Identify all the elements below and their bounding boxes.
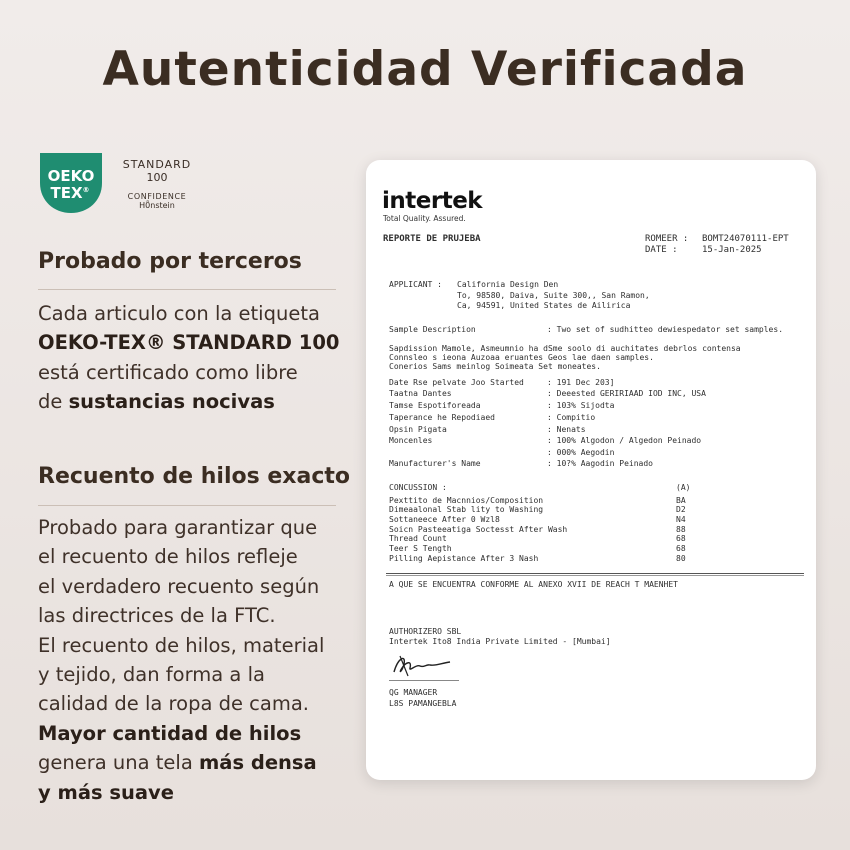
applicant-line: California Design Den — [457, 280, 559, 289]
intertek-logo: intertek — [382, 188, 483, 214]
oeko-hohenstein: H0̃nstein — [139, 201, 175, 210]
field-value: : 191 Dec 203] — [547, 378, 615, 387]
report-date-label: DATE : — [645, 245, 678, 255]
field-value: : 100% Algodon / Algedon Peinado — [547, 436, 702, 445]
field-value: : Nenats — [547, 425, 586, 434]
result-value: 80 — [676, 554, 686, 563]
result-label: Pexttito de Macnnios/Composition — [389, 496, 544, 505]
field-label: Date Rse pelvate Joo Started — [389, 378, 524, 387]
section1-line: está certificado como libre — [38, 360, 298, 384]
field-value: : Deeested GERIRIAAD IOD INC, USA — [547, 389, 706, 398]
result-value: 68 — [676, 534, 686, 543]
section2-divider — [38, 505, 336, 506]
section1-line: OEKO-TEX® STANDARD 100 — [38, 331, 340, 355]
report-number-label: ROMEER : — [645, 234, 689, 244]
oeko-confidence: CONFIDENCE — [127, 192, 187, 201]
result-label: Thread Count — [389, 534, 447, 543]
field-label: Moncenles — [389, 436, 433, 445]
signature-line — [389, 680, 459, 681]
authorized-value: Intertek Ito8 India Private Limited - [Mumbai] — [389, 637, 611, 646]
conclusion-column: (A) — [676, 483, 691, 492]
result-value: N4 — [676, 515, 686, 524]
field-value: : 000% Aegodin — [547, 448, 615, 457]
section1-heading: Probado por terceros — [38, 249, 302, 274]
result-label: Soicn Pasteeatiga Soctesst After Wash — [389, 525, 568, 534]
section2-line: y tejido, dan forma a la — [38, 663, 265, 687]
field-label: Tamse Espotiforeada — [389, 401, 481, 410]
description-line: Sapdission Mamole, Asmeumnio ha dSme soolo di auchitates debrlos contensa — [389, 344, 741, 353]
description-line: Conerios Sams meinlog Soimeata Set moneates. — [389, 362, 601, 371]
section1-text — [38, 299, 358, 417]
section1-line: Cada articulo con la etiqueta — [38, 302, 320, 325]
sample-description-label: Sample Description — [389, 325, 476, 334]
section2-line: y más suave — [38, 780, 174, 804]
document-divider — [386, 575, 804, 576]
section2-line: el recuento de hilos refleje — [38, 545, 298, 569]
section2-line: las directrices de la FTC. — [38, 604, 276, 628]
result-value: D2 — [676, 505, 686, 514]
oeko-tex-logo — [40, 153, 102, 213]
report-date: 15-Jan-2025 — [702, 245, 762, 255]
description-line: Connsleo s ieona Auzoaa eruantes Geos lae daen samples. — [389, 353, 654, 362]
section2-line: Mayor cantidad de hilos — [38, 721, 302, 745]
result-label: Pilling Aepistance After 3 Nash — [389, 554, 539, 563]
signature — [388, 650, 458, 680]
section2-heading: Recuento de hilos exacto — [38, 464, 351, 489]
report-title: REPORTE DE PRUJEBA — [383, 234, 481, 244]
result-value: 88 — [676, 525, 686, 534]
oeko-standard: STANDARD — [122, 158, 192, 171]
sample-description-value: : Two set of sudhitteo dewiespedator set samples. — [547, 325, 784, 334]
test-report-document — [366, 160, 816, 780]
field-label: Opsin Pigata — [389, 425, 447, 434]
conclusion-label: CONCUSSION : — [389, 483, 447, 492]
report-number: BOMT24070111-EPT — [702, 234, 789, 244]
field-label: Taatna Dantes — [389, 389, 452, 398]
applicant-line: Ca, 94591, United States de Ailirica — [457, 301, 631, 310]
section2-line: el verdadero recuento según — [38, 574, 320, 598]
section1-line: de sustancias nocivas — [38, 390, 275, 414]
section2-line: El recuento de hilos, material — [38, 633, 325, 657]
section2-text — [38, 513, 358, 807]
oeko-badge-line1: OEKO — [47, 167, 95, 185]
document-divider — [386, 573, 804, 574]
conformity-statement: A QUE SE ENCUENTRA CONFORME AL ANEXO XVII DE REACH T MAENHET — [389, 580, 678, 589]
signer-name: L8S PAMANGEBLA — [389, 699, 457, 708]
field-value: : 10?% Aagodin Peinado — [547, 459, 653, 468]
oeko-standard-label — [112, 158, 202, 210]
page-title: Autenticidad Verificada — [102, 42, 748, 97]
result-label: Teer S Tength — [389, 544, 452, 553]
applicant-label: APPLICANT : — [389, 280, 442, 289]
applicant-line: To, 98580, Daiva, Suite 300,, San Ramon, — [457, 291, 650, 300]
result-label: Dimeaalonal Stab lity to Washing — [389, 505, 544, 514]
field-value: : 103% Sijodta — [547, 401, 615, 410]
section1-divider — [38, 289, 336, 290]
result-value: BA — [676, 496, 686, 505]
oeko-badge-line2: TEX® — [50, 184, 90, 202]
result-label: Sottaneece After 0 Wzl8 — [389, 515, 500, 524]
section2-line: genera una tela más densa — [38, 751, 317, 775]
field-label: Manufacturer's Name — [389, 459, 481, 468]
field-value: : Compitio — [547, 413, 596, 422]
signer-title: QG MANAGER — [389, 688, 438, 697]
result-value: 68 — [676, 544, 686, 553]
section2-line: Probado para garantizar que — [38, 516, 318, 539]
field-label: Taperance he Repodiaed — [389, 413, 495, 422]
section2-line: calidad de la ropa de cama. — [38, 692, 309, 716]
authorized-label: AUTHORIZERO SBL — [389, 627, 462, 636]
oeko-number: 100 — [146, 171, 168, 184]
intertek-tagline: Total Quality. Assured. — [383, 214, 466, 223]
